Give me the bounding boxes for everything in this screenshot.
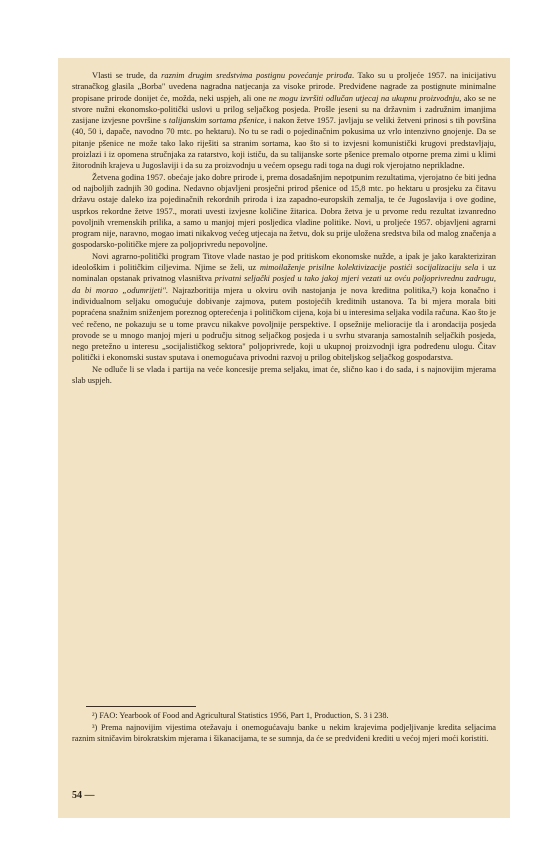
footnotes xyxy=(72,706,496,745)
text-run: , i nakon žetve 1957. javljaju se veliki žetveni prinosi s tih površina (40, 50 i, dapače, navodno 70 mtc. po hektaru). No tu se radi o pojedinačnim pokusima uz vrlo intenzivno gnojenje. Da se pitanje pšenice ne može tako lako riješiti sa stranim sortama, kao što si to izvjesni komunistički krugovi predstavljaju, proizlazi i iz opomena stručnjaka za ratarstvo, koji ističu, da su talijanske sorte pšenice premalo otporne prema zimi u klimi žitorodnih krajeva u Jugoslaviji i da su za proizvodnju u većem opsegu radi toga na dugi rok vjerojatno neprikladne. xyxy=(72,115,496,171)
paragraph xyxy=(72,251,496,364)
text-run: Žetvena godina 1957. obećaje jako dobre prirode i, prema dosadašnjim nepotpunim rezultatima, vjerojatno će biti jedna od najboljih zadnjih 30 godina. Nedavno objavljeni prosječni prirod pšenice od 15,8 mtc. po hektaru u prosjeku za čitavu državu ostaje daleko iza pojedinačnih rekordnih priroda i iza zapadno-europskih zemalja, te će Jugoslavija i ove godine, usprkos rekordne žetve 1957., morati uvesti izvjesne količine žitarica. Dobra žetva je u prvome redu rezultat izvanredno povoljnih vremenskih prilika, a samo u manjoj mjeri posljedica vladine politike. Novi, u proljeće 1957. objavljeni agrarni program nije, naravno, mogao imati nikakvog većeg utjecaja na žetvu, dok su prije uložena sredstva bila od malog značenja a gospodarsko-političke mjere za poljoprivredu nepovoljne. xyxy=(72,171,496,250)
text-run: , ako se ne stvore nužni ekonomsko-politički uslovi u prilog seljačkog posjeda. Prošle jeseni su na državnim i zadružnim imanjima zasijane izvjesne površine s xyxy=(72,92,496,126)
emphasis-run: talijanskim sortama pšenice xyxy=(168,115,265,126)
text-run: i uz nominalan opstanak privatnog vlasništva xyxy=(72,262,497,284)
emphasis-run: ne mogu izvršiti odlučan utjecaj na ukupnu proizvodnju xyxy=(268,92,460,103)
footnote-2: ²) FAO: Yearbook of Food and Agricultural Statistics 1956, Part 1, Production, S. 3 i 238. xyxy=(92,711,389,720)
text-run: Novi agrarno-politički program Titove vlade nastao je pod pritiskom ekonomske nužde, a ipak je jako karakteriziran ideološkim i političkim ciljevima. Njime se želi, uz xyxy=(72,250,496,273)
body-text xyxy=(72,70,496,386)
emphasis-run: mimoilaženje prisilne kolektivizacije postići socijalizaciju sela xyxy=(259,262,479,273)
page-number: 54 — xyxy=(72,790,95,801)
text-run: . Najrazboritija mjera u okviru ovih nastojanja je nova kreditna politika,²) koja konačno i individualnom seljaku omogućuje dobivanje zajmova, putem postojećih kreditnih ustanova. Ta bi mjera morala biti popraćena snažnim sniženjem poreznog opterećenja i političkom cijena, koja bi u interesima seljaka vodila računa. Kao što je već rečeno, ne pokazuju se u tome pravcu nikakve povoljnije perspektive. I opsežnije melioracije tla i arondacija posjeda provode se u mnogo manjoj mjeri u području sitnog seljačkog posjeda i u svrhu stvaranja samostalnih seljačkih posjeda, nego pretežno u interesu „socijalističkog sektora" poljoprivrede, koji u ukupnoj proizvodnji igra podređenu ulogu. Čitav politički i ekonomski sustav sputava i onemogućava privodni razvoj u prilog obiteljskog seljačkog gospodarstva. xyxy=(72,284,496,363)
emphasis-run: privatni seljački posjed u tako jakoj mjeri vezati uz ovću poljoprivrednu zadrugu, da bi morao „odumrijeti" xyxy=(72,273,496,295)
text-run: . Tako su u proljeće 1957. na inicijativu stranačkog glasila „Borba" uvedena nagradna natjecanja za visoke prirode. Predviđene nagrade za postignute minimalne propisane prirode donijet će, možda, neki uspjeh, ali one xyxy=(72,70,496,103)
footnote-3: ³) Prema najnovijim vijestima otežavaju i onemogućavaju banke u nekim krajevima podjeljivanje kredita seljacima raznim sitničavim birokratskim mjerama i šikanacijama, te se sumnja, da će se predviđeni krediti u većoj mjeri moći koristiti. xyxy=(72,722,496,743)
text-run: Vlasti se trude, da xyxy=(92,70,162,80)
paragraph xyxy=(72,70,496,172)
text-run: Ne odluče li se vlada i partija na veće koncesije prema seljaku, imat će, slično kao i do sada, i s najnovijim mjerama slab uspjeh. xyxy=(72,363,496,386)
emphasis-run: raznim drugim sredstvima postignu povećanje prirođa xyxy=(161,70,352,80)
footnote-rule xyxy=(86,706,196,707)
paragraph xyxy=(72,172,496,251)
paragraph xyxy=(72,364,496,387)
book-page xyxy=(58,58,510,818)
